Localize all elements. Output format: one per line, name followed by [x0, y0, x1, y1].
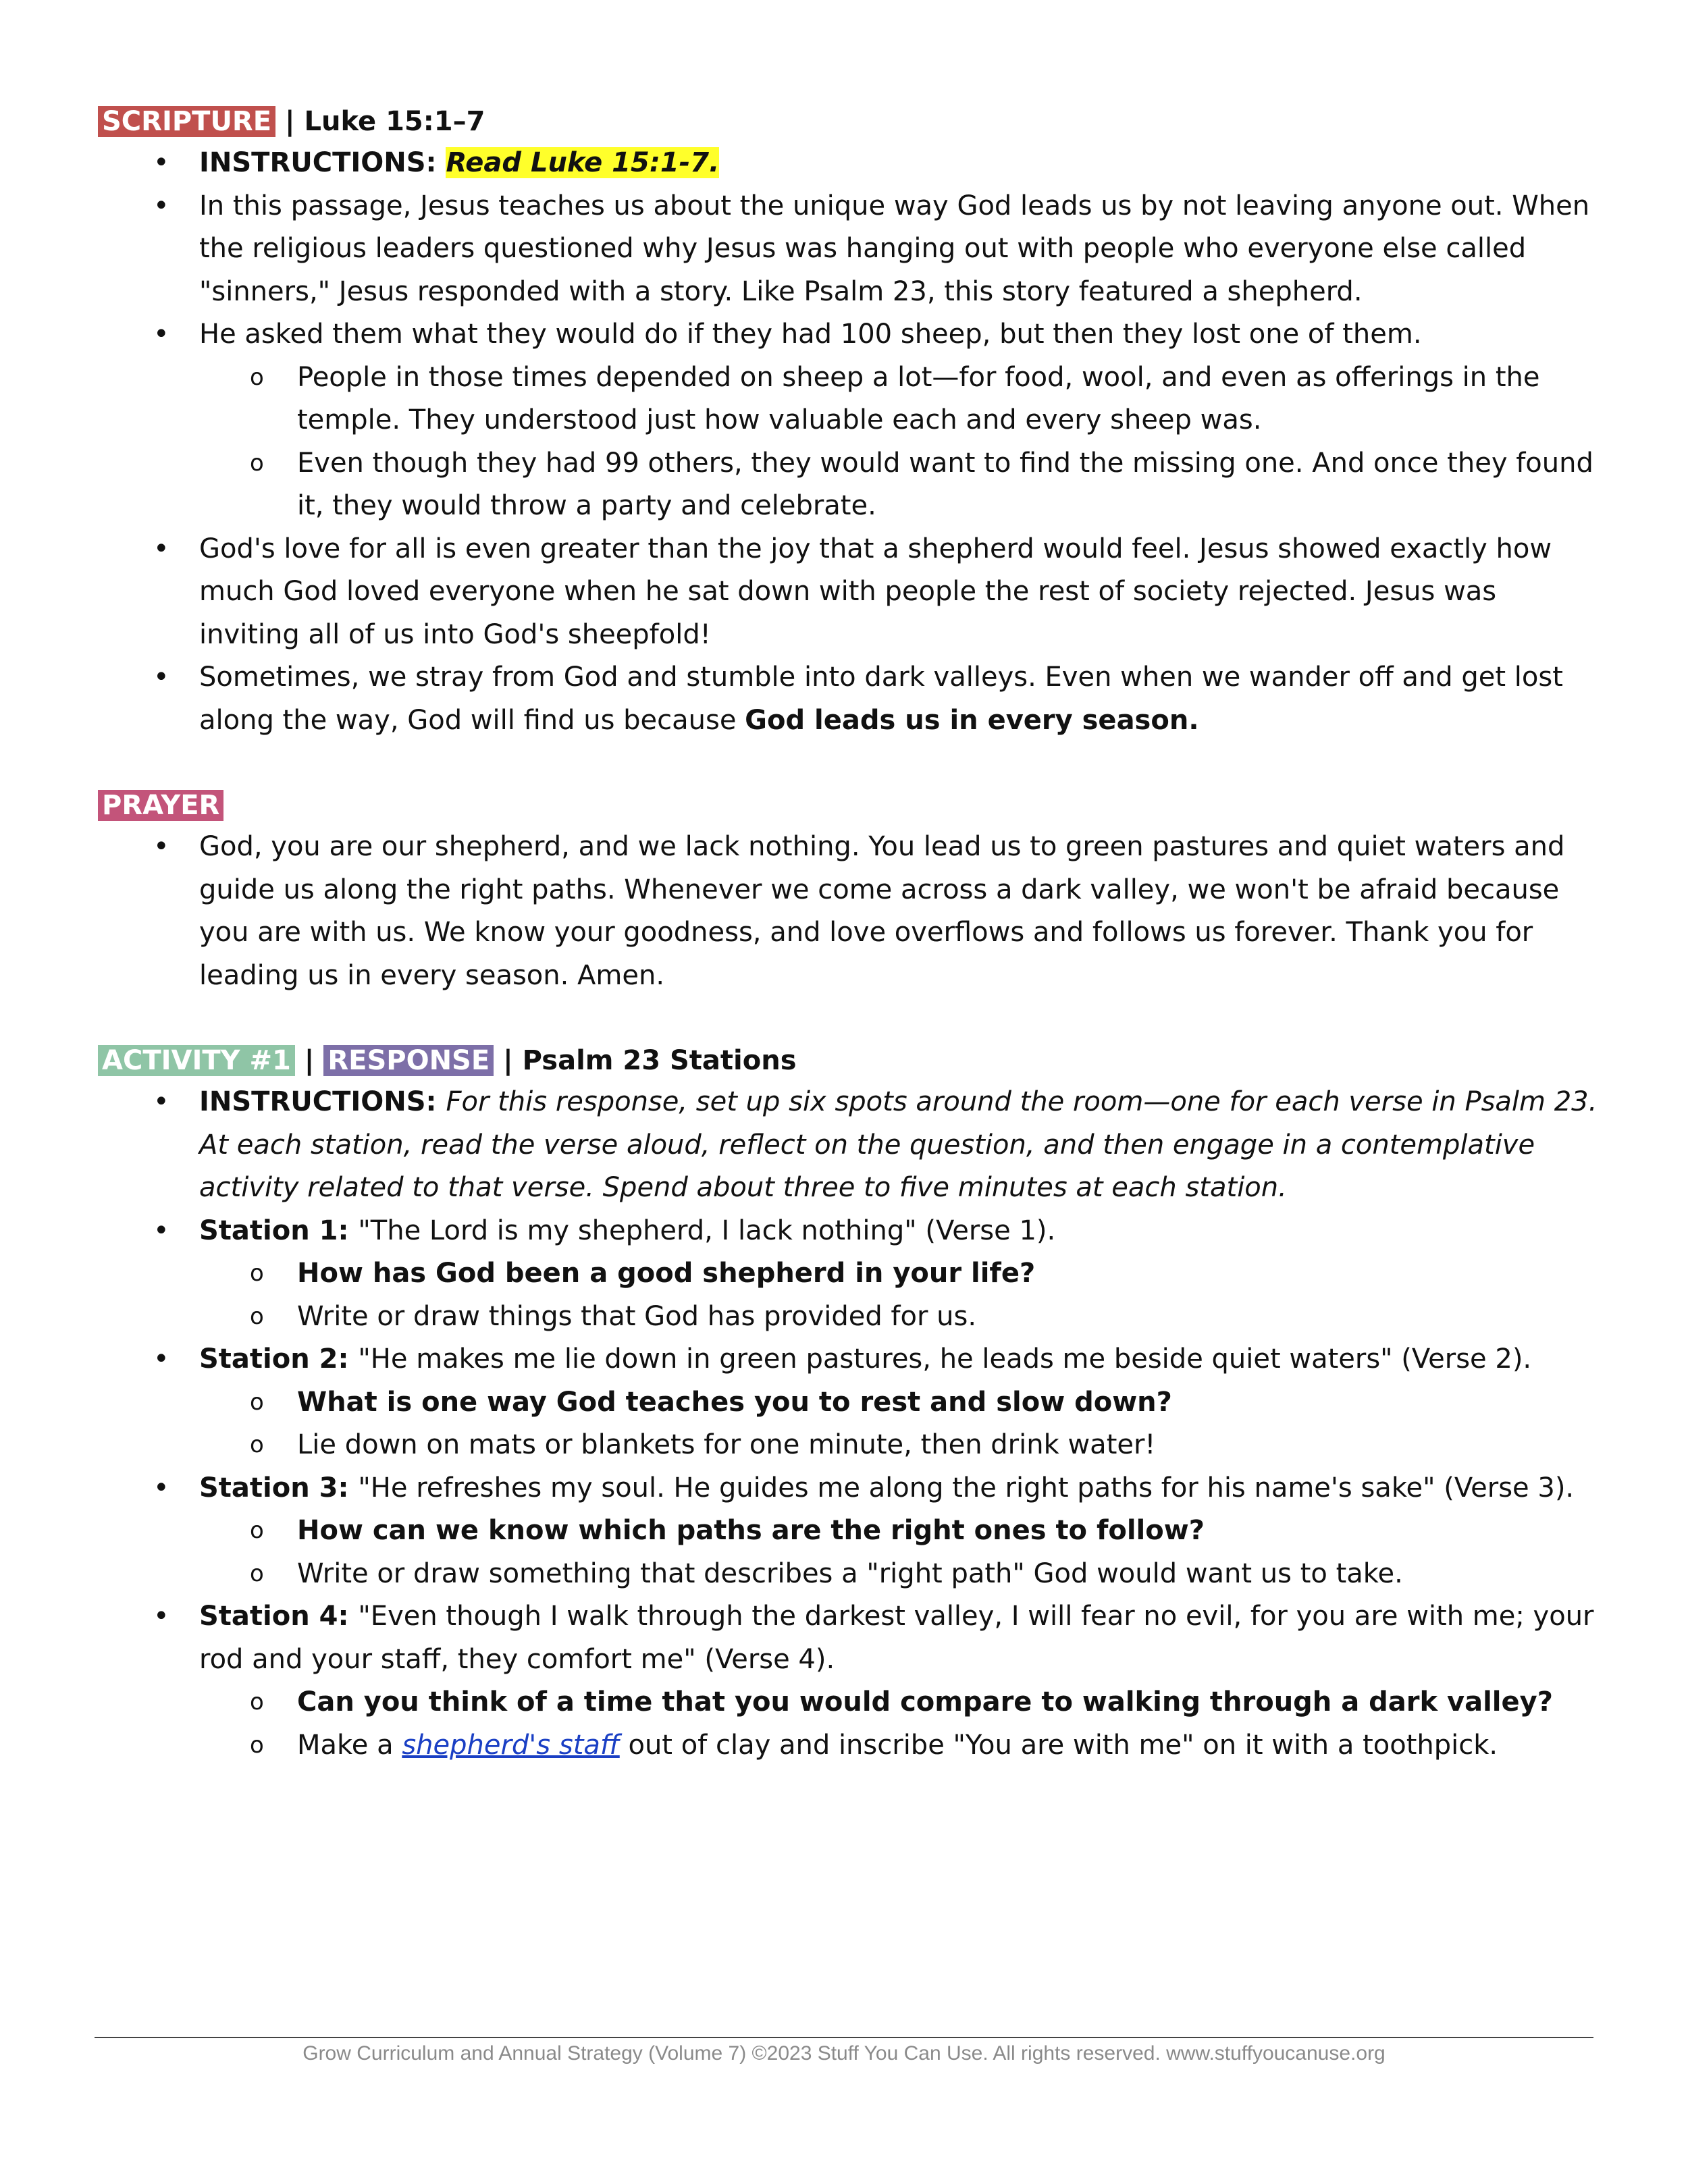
station-activity: out of clay and inscribe "You are with me" on it with a toothpick.: [619, 1729, 1498, 1761]
activity-heading: [98, 1040, 1604, 1081]
prayer-section: [98, 785, 1604, 997]
sub-list-item: [98, 1681, 1604, 1724]
lesson-page: [98, 101, 1604, 1767]
station-2: [98, 1338, 1604, 1381]
activity-list: [98, 1081, 1604, 1767]
scripture-section: [98, 101, 1604, 742]
paragraph-text: Even though they had 99 others, they would want to find the missing one. And once they found it, they would throw a party and celebrate.: [297, 447, 1593, 521]
prayer-tag: PRAYER: [98, 790, 223, 821]
station-question: How can we know which paths are the right ones to follow?: [297, 1515, 1205, 1546]
list-item: [98, 313, 1604, 356]
station-activity: Write or draw things that God has provided for us.: [297, 1300, 977, 1332]
spacer: [98, 997, 1604, 1040]
sub-list-item: [98, 1424, 1604, 1467]
footer-divider: [95, 2037, 1593, 2038]
shepherds-staff-link[interactable]: shepherd's staff: [402, 1729, 620, 1761]
sub-list-item: [98, 1252, 1604, 1296]
station-activity: Make a: [297, 1729, 402, 1761]
station-verse: "The Lord is my shepherd, I lack nothing" (Verse 1).: [358, 1215, 1056, 1246]
station-label: Station 4:: [199, 1601, 359, 1632]
prayer-heading: [98, 785, 1604, 826]
list-item: [98, 185, 1604, 314]
scripture-list: [98, 142, 1604, 742]
scripture-title: Luke 15:1–7: [304, 106, 485, 137]
activity-tag: ACTIVITY #1: [98, 1045, 295, 1076]
heading-separator: |: [494, 1045, 523, 1076]
station-1: [98, 1210, 1604, 1253]
station-question: What is one way God teaches you to rest and slow down?: [297, 1386, 1172, 1418]
heading-separator: |: [294, 1045, 324, 1076]
scripture-heading: [98, 101, 1604, 142]
sub-list-item: [98, 1510, 1604, 1553]
station-activity: Lie down on mats or blankets for one minute, then drink water!: [297, 1429, 1156, 1460]
activity-title: Psalm 23 Stations: [522, 1045, 797, 1076]
instructions-text: Read Luke 15:1-7.: [446, 147, 720, 178]
heading-separator: |: [275, 106, 305, 137]
response-tag: RESPONSE: [323, 1045, 494, 1076]
station-label: Station 3:: [199, 1472, 359, 1503]
prayer-text: God, you are our shepherd, and we lack nothing. You lead us to green pastures and quiet waters and guide us along the right paths. Whenever we come across a dark valley, we won't be afraid because you are with us. We know your goodness, and love overflows and follows us forever. Thank you for leading us in every season. Amen.: [199, 831, 1565, 991]
paragraph-text: Sometimes, we stray from God and stumble into dark valleys. Even when we wander off and get lost along the way, God will find us because: [199, 662, 1563, 736]
paragraph-text: People in those times depended on sheep a lot—for food, wool, and even as offerings in the temple. They understood just how valuable each and every sheep was.: [297, 361, 1540, 435]
emphasis-text: God leads us in every season.: [745, 704, 1199, 736]
paragraph-text: God's love for all is even greater than the joy that a shepherd would feel. Jesus showed exactly how much God loved everyone when he sat down with people the rest of society rejected. Jesus was inviting all of us into God's sheepfold!: [199, 533, 1552, 650]
sub-list-item: [98, 356, 1604, 442]
list-item: [98, 142, 1604, 185]
station-verse: "Even though I walk through the darkest valley, I will fear no evil, for you are with me; your rod and your staff, they comfort me" (Verse 4).: [199, 1601, 1594, 1675]
scripture-tag: SCRIPTURE: [98, 106, 275, 137]
instructions-text: For this response, set up six spots around the room—one for each verse in Psalm 23. At each station, read the verse aloud, reflect on the question, and then engage in a contemplative activity related to that verse. Spend about three to five minutes at each station.: [199, 1086, 1598, 1203]
sub-list-item: [98, 1381, 1604, 1424]
station-4: [98, 1595, 1604, 1681]
paragraph-text: He asked them what they would do if they had 100 sheep, but then they lost one of them.: [199, 319, 1422, 350]
station-question: How has God been a good shepherd in your life?: [297, 1258, 1036, 1289]
prayer-list: [98, 826, 1604, 997]
sub-list-item: [98, 1724, 1604, 1767]
footer-copyright: Grow Curriculum and Annual Strategy (Volume 7) ©2023 Stuff You Can Use. All rights reserved. www.stuffyoucanuse.org: [302, 2042, 1386, 2065]
station-verse: "He makes me lie down in green pastures, he leads me beside quiet waters" (Verse 2).: [358, 1343, 1532, 1375]
list-item: [98, 656, 1604, 742]
spacer: [98, 742, 1604, 785]
list-item: [98, 826, 1604, 997]
sub-list-item: [98, 442, 1604, 528]
station-activity: Write or draw something that describes a "right path" God would want us to take.: [297, 1557, 1403, 1589]
instructions-label: INSTRUCTIONS:: [199, 1086, 446, 1117]
station-label: Station 2:: [199, 1343, 359, 1375]
sub-list-item: [98, 1296, 1604, 1339]
list-item: [98, 1081, 1604, 1210]
station-3: [98, 1467, 1604, 1510]
station-verse: "He refreshes my soul. He guides me along the right paths for his name's sake" (Verse 3).: [358, 1472, 1575, 1503]
activity-section: [98, 1040, 1604, 1767]
paragraph-text: In this passage, Jesus teaches us about the unique way God leads us by not leaving anyone out. When the religious leaders questioned why Jesus was hanging out with people who everyone else called "sinners," Jesus responded with a story. Like Psalm 23, this story featured a shepherd.: [199, 190, 1590, 307]
sub-list-item: [98, 1553, 1604, 1596]
instructions-label: INSTRUCTIONS:: [199, 147, 446, 178]
station-label: Station 1:: [199, 1215, 359, 1246]
list-item: [98, 528, 1604, 657]
station-question: Can you think of a time that you would compare to walking through a dark valley?: [297, 1686, 1553, 1717]
